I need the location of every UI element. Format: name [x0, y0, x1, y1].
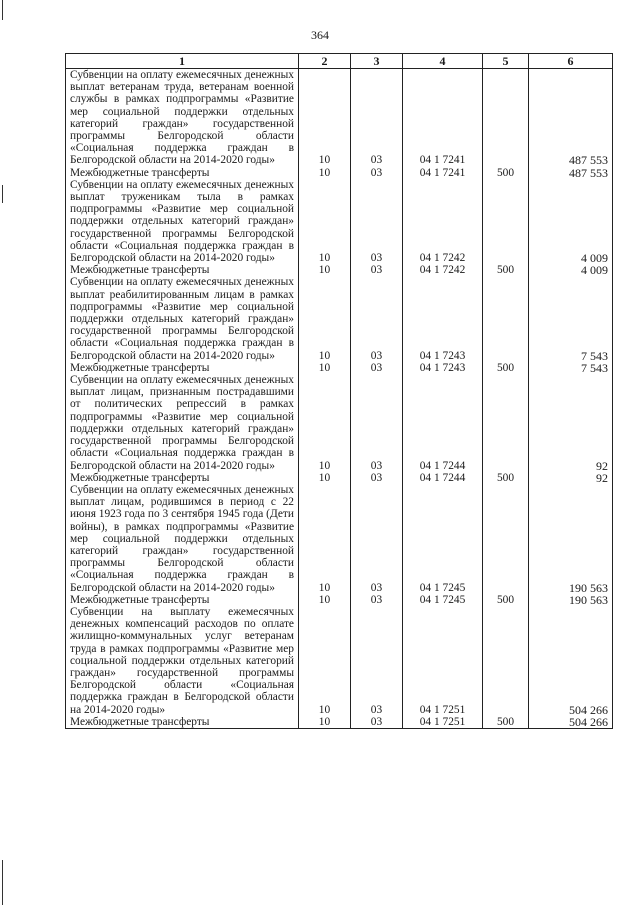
column-header: 5	[483, 54, 529, 69]
row-description: Субвенции на оплату ежемесячных денежных выплат лицам, признанным пострадавшими от политических репрессий в рамках подпрограммы «Развитие мер социальной поддержки отдельных категорий граждан» государственной программы Белгородской области «Социальная поддержка граждан в Белгородской области на 2014-2020 годы»	[66, 374, 299, 472]
row-expense-type	[483, 374, 529, 472]
row-target-item: 04 1 7245	[403, 594, 483, 606]
row-expense-type: 500	[483, 472, 529, 484]
table-row	[66, 179, 613, 264]
row-description: Межбюджетные трансферты	[66, 264, 299, 276]
row-description: Субвенции на оплату ежемесячных денежных выплат ветеранам труда, ветеранам военной службы в рамках подпрограммы «Развитие мер социальной поддержки отдельных категорий граждан» государственной программы Белгородской области «Социальная поддержка граждан в Белгородской области на 2014-2020 годы»	[66, 69, 299, 167]
row-target-item: 04 1 7243	[403, 276, 483, 361]
row-expense-type: 500	[483, 264, 529, 276]
row-amount: 4 009	[529, 264, 613, 276]
row-expense-type: 500	[483, 362, 529, 374]
row-expense-type	[483, 276, 529, 361]
row-section: 10	[299, 69, 351, 167]
row-amount: 92	[529, 374, 613, 472]
row-description: Межбюджетные трансферты	[66, 472, 299, 484]
table-row	[66, 264, 613, 276]
row-amount: 504 266	[529, 606, 613, 716]
row-description: Субвенции на оплату ежемесячных денежных выплат труженикам тыла в рамках подпрограммы «Развитие мер социальной поддержки отдельных категорий граждан» государственной программы Белгородской области «Социальная поддержка граждан в Белгородской области на 2014-2020 годы»	[66, 179, 299, 264]
row-target-item: 04 1 7244	[403, 472, 483, 484]
table-row	[66, 276, 613, 361]
page-number: 364	[311, 28, 329, 42]
row-target-item: 04 1 7251	[403, 716, 483, 729]
row-section: 10	[299, 374, 351, 472]
row-description: Субвенции на выплату ежемесячных денежных компенсаций расходов по оплате жилищно-коммунальных услуг ветеранам труда в рамках подпрограммы «Развитие мер социальной поддержки отдельных категорий граждан» государственной программы Белгородской области «Социальная поддержка граждан в Белгородской области на 2014-2020 годы»	[66, 606, 299, 716]
margin-mark	[2, 0, 3, 20]
table-header-row	[66, 54, 613, 69]
row-section: 10	[299, 276, 351, 361]
row-subsection: 03	[351, 69, 403, 167]
row-target-item: 04 1 7242	[403, 179, 483, 264]
row-amount: 7 543	[529, 362, 613, 374]
row-expense-type	[483, 606, 529, 716]
row-amount: 487 553	[529, 69, 613, 167]
column-header: 3	[351, 54, 403, 69]
row-amount: 4 009	[529, 179, 613, 264]
table-row	[66, 606, 613, 716]
row-description: Межбюджетные трансферты	[66, 362, 299, 374]
row-subsection: 03	[351, 606, 403, 716]
row-target-item: 04 1 7243	[403, 362, 483, 374]
row-subsection: 03	[351, 472, 403, 484]
table-row	[66, 362, 613, 374]
row-section: 10	[299, 594, 351, 606]
row-description: Межбюджетные трансферты	[66, 167, 299, 179]
row-expense-type	[483, 69, 529, 167]
row-description: Межбюджетные трансферты	[66, 594, 299, 606]
table-row	[66, 716, 613, 729]
row-expense-type: 500	[483, 594, 529, 606]
row-description: Субвенции на оплату ежемесячных денежных выплат реабилитированным лицам в рамках подпрограммы «Развитие мер социальной поддержки отдельных категорий граждан» государственной программы Белгородской области «Социальная поддержка граждан в Белгородской области на 2014-2020 годы»	[66, 276, 299, 361]
column-header: 2	[299, 54, 351, 69]
row-target-item: 04 1 7251	[403, 606, 483, 716]
row-section: 10	[299, 484, 351, 594]
row-amount: 92	[529, 472, 613, 484]
table-row	[66, 167, 613, 179]
row-target-item: 04 1 7242	[403, 264, 483, 276]
row-description: Субвенции на оплату ежемесячных денежных выплат лицам, родившимся в период с 22 июня 1923 года по 3 сентября 1945 года (Дети войны), в рамках подпрограммы «Развитие мер социальной поддержки отдельных категорий граждан» государственной программы Белгородской области «Социальная поддержка граждан в Белгородской области на 2014-2020 годы»	[66, 484, 299, 594]
row-expense-type	[483, 484, 529, 594]
row-amount: 190 563	[529, 594, 613, 606]
row-section: 10	[299, 179, 351, 264]
column-header: 6	[529, 54, 613, 69]
row-subsection: 03	[351, 716, 403, 729]
row-section: 10	[299, 472, 351, 484]
row-subsection: 03	[351, 264, 403, 276]
budget-table	[65, 53, 613, 729]
table-row	[66, 484, 613, 594]
row-subsection: 03	[351, 362, 403, 374]
table-row	[66, 374, 613, 472]
row-subsection: 03	[351, 179, 403, 264]
row-expense-type: 500	[483, 716, 529, 729]
row-amount: 504 266	[529, 716, 613, 729]
row-expense-type: 500	[483, 167, 529, 179]
row-target-item: 04 1 7244	[403, 374, 483, 472]
row-amount: 190 563	[529, 484, 613, 594]
row-section: 10	[299, 264, 351, 276]
column-header: 1	[66, 54, 299, 69]
row-subsection: 03	[351, 484, 403, 594]
row-amount: 487 553	[529, 167, 613, 179]
margin-mark	[2, 185, 3, 203]
row-subsection: 03	[351, 594, 403, 606]
table-row	[66, 594, 613, 606]
row-section: 10	[299, 716, 351, 729]
table-row	[66, 472, 613, 484]
row-target-item: 04 1 7241	[403, 69, 483, 167]
row-amount: 7 543	[529, 276, 613, 361]
row-description: Межбюджетные трансферты	[66, 716, 299, 729]
row-section: 10	[299, 167, 351, 179]
row-section: 10	[299, 362, 351, 374]
table-row	[66, 69, 613, 167]
row-target-item: 04 1 7245	[403, 484, 483, 594]
row-section: 10	[299, 606, 351, 716]
margin-mark	[2, 860, 3, 905]
row-subsection: 03	[351, 374, 403, 472]
row-expense-type	[483, 179, 529, 264]
row-subsection: 03	[351, 276, 403, 361]
column-header: 4	[403, 54, 483, 69]
row-target-item: 04 1 7241	[403, 167, 483, 179]
row-subsection: 03	[351, 167, 403, 179]
